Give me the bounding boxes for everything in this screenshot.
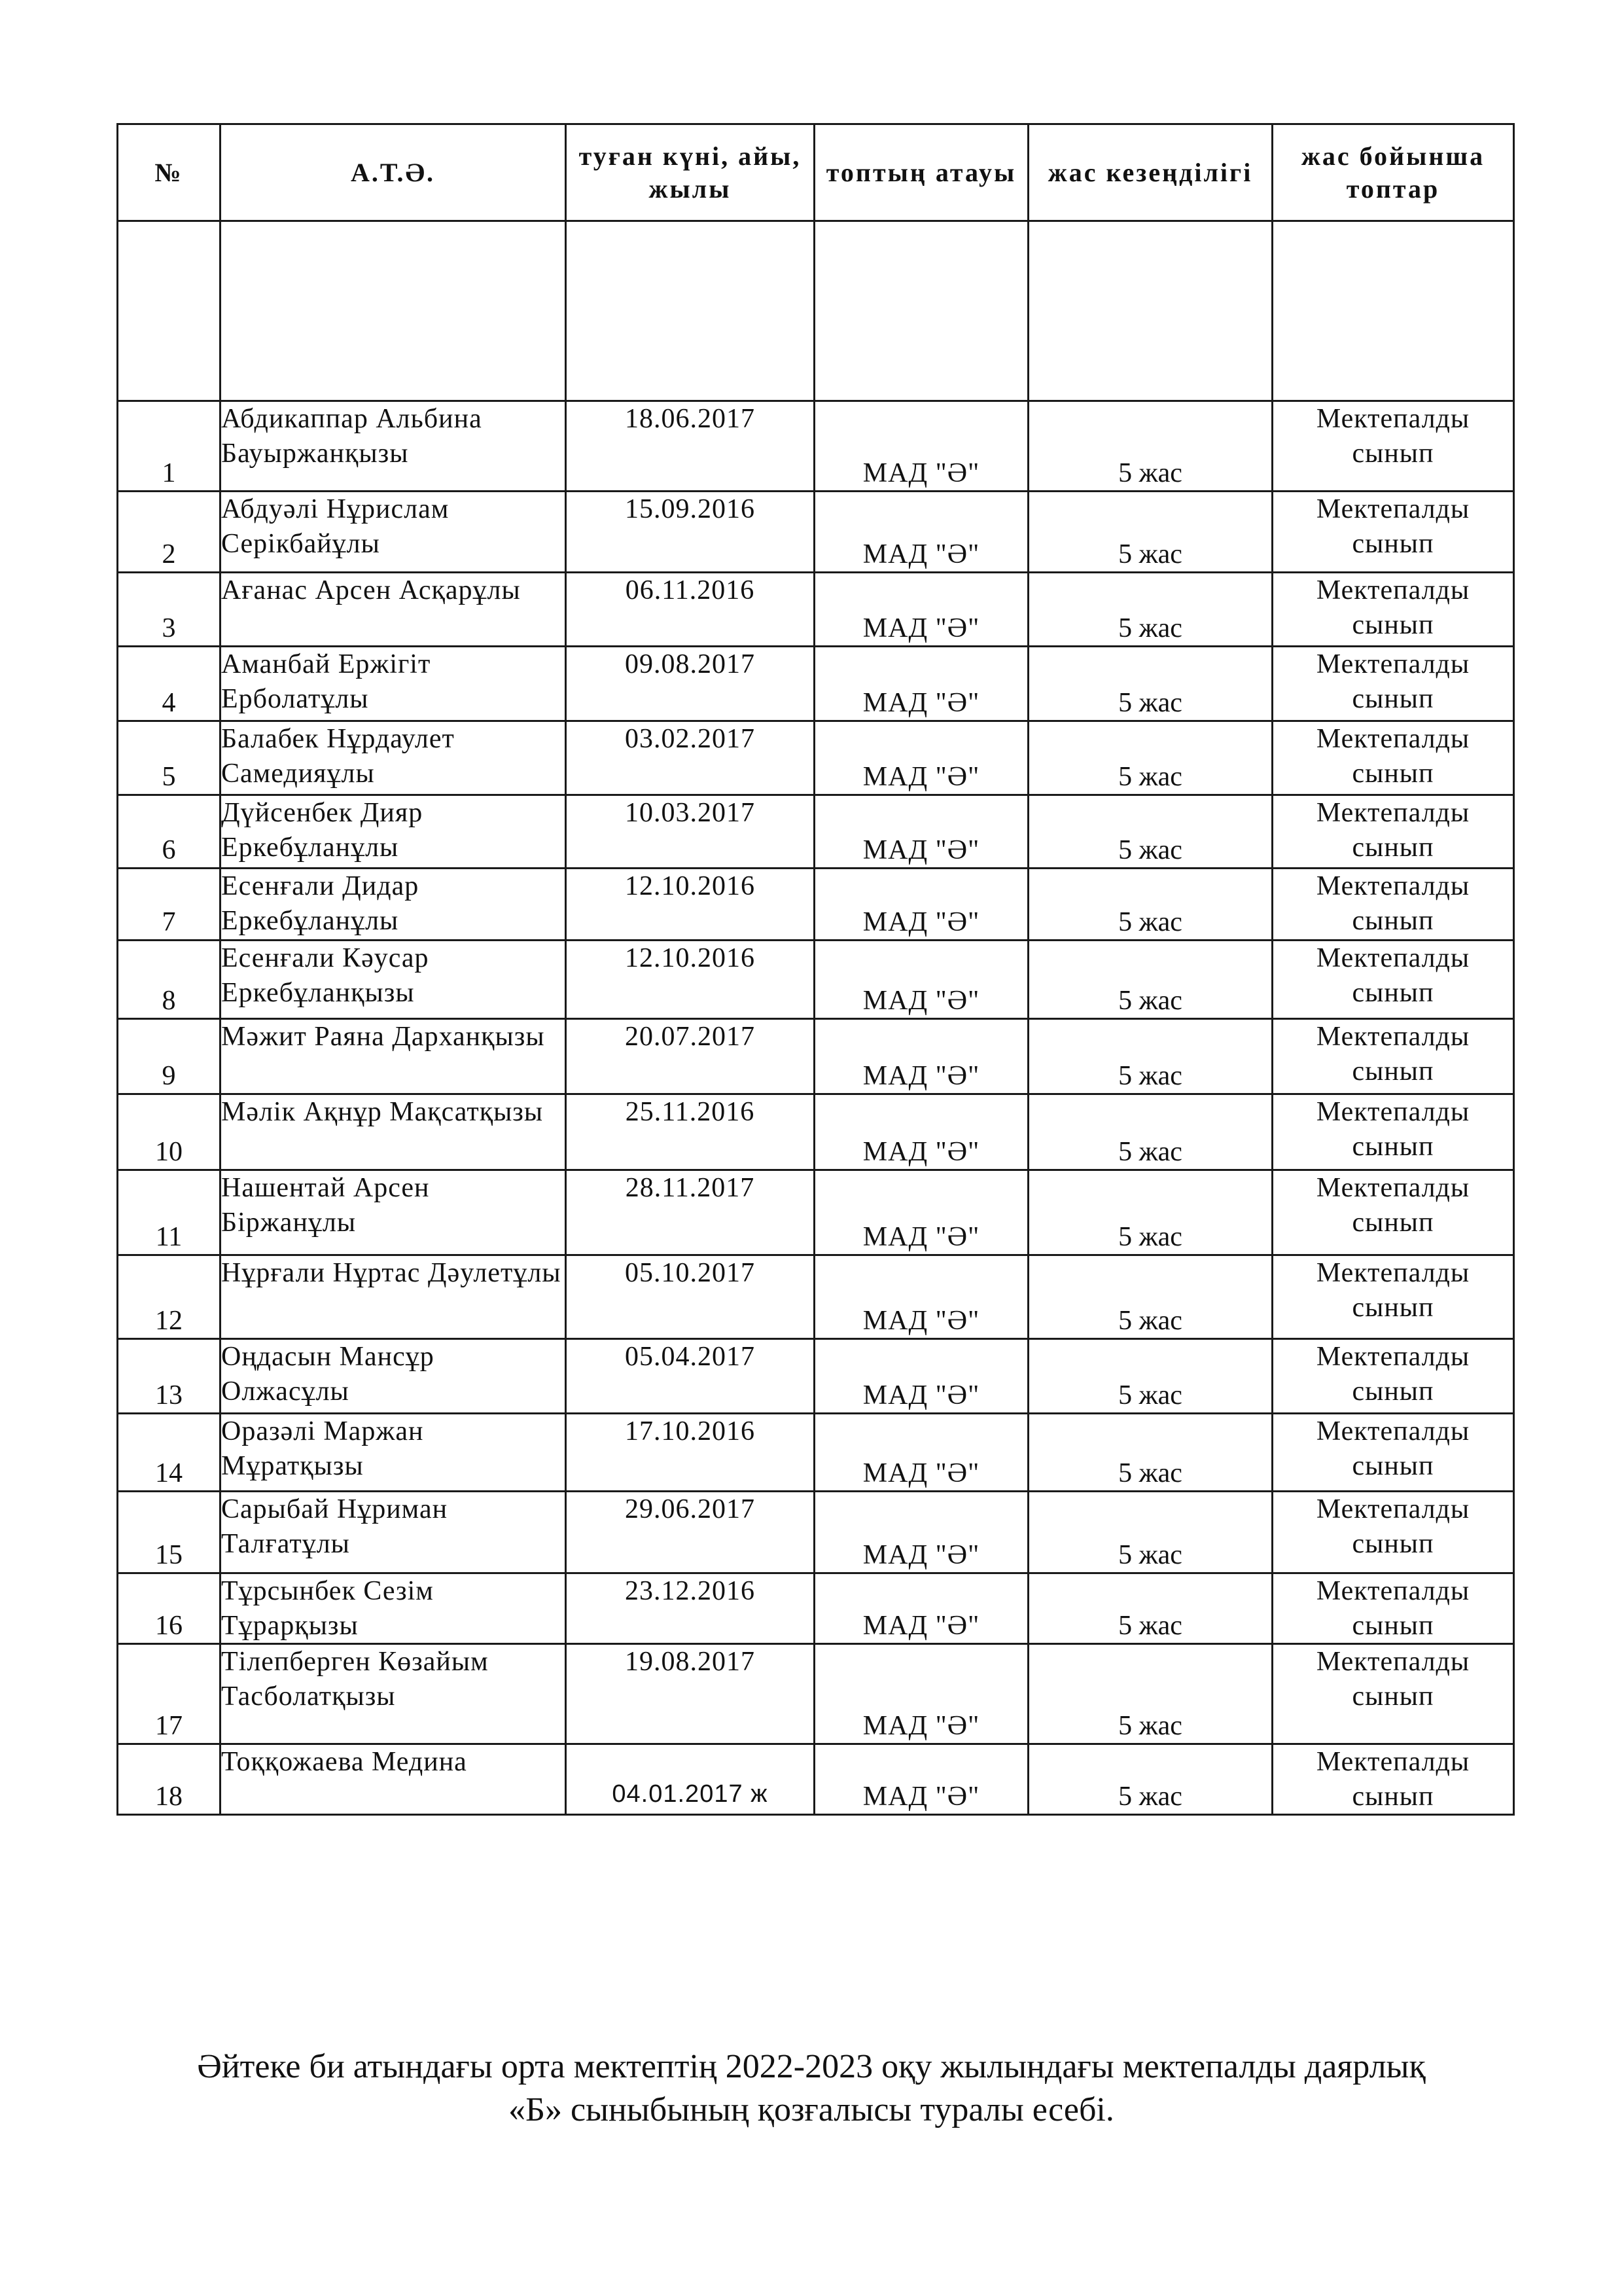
row-number: 12 bbox=[118, 1255, 221, 1339]
header-row bbox=[118, 124, 1514, 221]
student-name: Нұрғали Нұртас Дәулетұлы bbox=[221, 1255, 566, 1339]
student-name: Мәжит Раяна Дарханқызы bbox=[221, 1019, 566, 1094]
student-name: Тілепберген Көзайым Тасболатқызы bbox=[221, 1644, 566, 1744]
student-name: Тоққожаева Медина bbox=[221, 1744, 566, 1815]
row-number: 11 bbox=[118, 1170, 221, 1255]
table-row bbox=[118, 941, 1514, 1019]
age-group-category: Мектепалды сынып bbox=[1273, 1339, 1514, 1414]
age-period: 5 жас bbox=[1029, 721, 1273, 795]
group-name: МАД "Ә" bbox=[815, 1170, 1029, 1255]
age-period: 5 жас bbox=[1029, 1094, 1273, 1170]
row-number: 10 bbox=[118, 1094, 221, 1170]
age-group-category: Мектепалды сынып bbox=[1273, 1492, 1514, 1573]
table-row bbox=[118, 1170, 1514, 1255]
caption-line-1: Әйтеке би атындағы орта мектептің 2022-2023 оқу жылындағы мектепалды даярлық bbox=[197, 2048, 1426, 2085]
row-number: 3 bbox=[118, 573, 221, 647]
row-number: 14 bbox=[118, 1414, 221, 1492]
birth-date: 20.07.2017 bbox=[566, 1019, 815, 1094]
group-name: МАД "Ә" bbox=[815, 1744, 1029, 1815]
header-birth-date: туған күні, айы, жылы bbox=[566, 124, 815, 221]
row-number: 18 bbox=[118, 1744, 221, 1815]
age-group-category: Мектепалды сынып bbox=[1273, 941, 1514, 1019]
group-name: МАД "Ә" bbox=[815, 647, 1029, 721]
table-row bbox=[118, 1744, 1514, 1815]
header-full-name: А.Т.Ә. bbox=[221, 124, 566, 221]
group-name: МАД "Ә" bbox=[815, 1255, 1029, 1339]
age-group-category: Мектепалды сынып bbox=[1273, 647, 1514, 721]
age-period: 5 жас bbox=[1029, 1255, 1273, 1339]
age-period: 5 жас bbox=[1029, 1744, 1273, 1815]
table-row bbox=[118, 1492, 1514, 1573]
age-group-category: Мектепалды сынып bbox=[1273, 401, 1514, 492]
student-name: Тұрсынбек Сезім Тұрарқызы bbox=[221, 1573, 566, 1644]
table-row bbox=[118, 869, 1514, 941]
age-group-category: Мектепалды сынып bbox=[1273, 573, 1514, 647]
student-name: Есенғали Дидар Еркебұланұлы bbox=[221, 869, 566, 941]
table-row bbox=[118, 795, 1514, 869]
birth-date: 05.04.2017 bbox=[566, 1339, 815, 1414]
student-name: Мәлік Ақнұр Мақсатқызы bbox=[221, 1094, 566, 1170]
blank-cell bbox=[815, 221, 1029, 401]
age-period: 5 жас bbox=[1029, 573, 1273, 647]
group-name: МАД "Ә" bbox=[815, 401, 1029, 492]
birth-date: 12.10.2016 bbox=[566, 941, 815, 1019]
age-group-category: Мектепалды сынып bbox=[1273, 1019, 1514, 1094]
table-row bbox=[118, 1019, 1514, 1094]
student-name: Ағанас Арсен Асқарұлы bbox=[221, 573, 566, 647]
birth-date: 25.11.2016 bbox=[566, 1094, 815, 1170]
birth-date: 06.11.2016 bbox=[566, 573, 815, 647]
blank-cell bbox=[1029, 221, 1273, 401]
birth-date: 28.11.2017 bbox=[566, 1170, 815, 1255]
header-age-period: жас кезеңділігі bbox=[1029, 124, 1273, 221]
row-number: 8 bbox=[118, 941, 221, 1019]
table-row bbox=[118, 492, 1514, 573]
row-number: 17 bbox=[118, 1644, 221, 1744]
age-period: 5 жас bbox=[1029, 795, 1273, 869]
age-period: 5 жас bbox=[1029, 647, 1273, 721]
group-name: МАД "Ә" bbox=[815, 573, 1029, 647]
birth-date: 23.12.2016 bbox=[566, 1573, 815, 1644]
birth-date: 04.01.2017 ж bbox=[566, 1744, 815, 1815]
blank-cell bbox=[118, 221, 221, 401]
age-group-category: Мектепалды сынып bbox=[1273, 795, 1514, 869]
blank-row bbox=[118, 221, 1514, 401]
birth-date: 03.02.2017 bbox=[566, 721, 815, 795]
age-group-category: Мектепалды сынып bbox=[1273, 1255, 1514, 1339]
age-period: 5 жас bbox=[1029, 1339, 1273, 1414]
student-name: Оңдасын Мансұр Олжасұлы bbox=[221, 1339, 566, 1414]
birth-date: 12.10.2016 bbox=[566, 869, 815, 941]
group-name: МАД "Ә" bbox=[815, 721, 1029, 795]
birth-date: 15.09.2016 bbox=[566, 492, 815, 573]
row-number: 15 bbox=[118, 1492, 221, 1573]
age-group-category: Мектепалды сынып bbox=[1273, 1644, 1514, 1744]
age-period: 5 жас bbox=[1029, 869, 1273, 941]
student-name: Аманбай Ержігіт Ерболатұлы bbox=[221, 647, 566, 721]
row-number: 1 bbox=[118, 401, 221, 492]
age-group-category: Мектепалды сынып bbox=[1273, 1414, 1514, 1492]
student-name: Сарыбай Нұриман Талғатұлы bbox=[221, 1492, 566, 1573]
header-number: № bbox=[118, 124, 221, 221]
age-group-category: Мектепалды сынып bbox=[1273, 1573, 1514, 1644]
group-name: МАД "Ә" bbox=[815, 795, 1029, 869]
group-name: МАД "Ә" bbox=[815, 1414, 1029, 1492]
age-period: 5 жас bbox=[1029, 1573, 1273, 1644]
age-period: 5 жас bbox=[1029, 1170, 1273, 1255]
row-number: 16 bbox=[118, 1573, 221, 1644]
student-name: Абдикаппар Альбина Бауыржанқызы bbox=[221, 401, 566, 492]
table-row bbox=[118, 1255, 1514, 1339]
birth-date: 17.10.2016 bbox=[566, 1414, 815, 1492]
table-row bbox=[118, 573, 1514, 647]
group-name: МАД "Ә" bbox=[815, 1339, 1029, 1414]
blank-cell bbox=[566, 221, 815, 401]
student-name: Есенғали Кәусар Еркебұланқызы bbox=[221, 941, 566, 1019]
row-number: 5 bbox=[118, 721, 221, 795]
blank-cell bbox=[1273, 221, 1514, 401]
group-name: МАД "Ә" bbox=[815, 1644, 1029, 1744]
birth-date: 29.06.2017 bbox=[566, 1492, 815, 1573]
header-group-name: топтың атауы bbox=[815, 124, 1029, 221]
row-number: 13 bbox=[118, 1339, 221, 1414]
student-roster-table bbox=[116, 123, 1515, 1816]
age-period: 5 жас bbox=[1029, 941, 1273, 1019]
row-number: 4 bbox=[118, 647, 221, 721]
group-name: МАД "Ә" bbox=[815, 1573, 1029, 1644]
age-group-category: Мектепалды сынып bbox=[1273, 721, 1514, 795]
table-row bbox=[118, 1414, 1514, 1492]
birth-date: 18.06.2017 bbox=[566, 401, 815, 492]
group-name: МАД "Ә" bbox=[815, 869, 1029, 941]
birth-date: 05.10.2017 bbox=[566, 1255, 815, 1339]
group-name: МАД "Ә" bbox=[815, 941, 1029, 1019]
table-row bbox=[118, 1573, 1514, 1644]
student-name: Дүйсенбек Дияр Еркебұланұлы bbox=[221, 795, 566, 869]
header-age-groups: жас бойынша топтар bbox=[1273, 124, 1514, 221]
table-row bbox=[118, 1094, 1514, 1170]
student-name: Нашентай Арсен Біржанұлы bbox=[221, 1170, 566, 1255]
table-row bbox=[118, 1644, 1514, 1744]
student-name: Абдуәлі Нұрислам Серікбайұлы bbox=[221, 492, 566, 573]
group-name: МАД "Ә" bbox=[815, 492, 1029, 573]
report-caption bbox=[105, 2045, 1518, 2132]
row-number: 7 bbox=[118, 869, 221, 941]
blank-cell bbox=[221, 221, 566, 401]
table-row bbox=[118, 721, 1514, 795]
age-group-category: Мектепалды сынып bbox=[1273, 869, 1514, 941]
birth-date: 09.08.2017 bbox=[566, 647, 815, 721]
age-period: 5 жас bbox=[1029, 492, 1273, 573]
group-name: МАД "Ә" bbox=[815, 1094, 1029, 1170]
age-group-category: Мектепалды сынып bbox=[1273, 1744, 1514, 1815]
table-row bbox=[118, 647, 1514, 721]
student-name: Балабек Нұрдаулет Самедияұлы bbox=[221, 721, 566, 795]
age-period: 5 жас bbox=[1029, 1644, 1273, 1744]
row-number: 9 bbox=[118, 1019, 221, 1094]
birth-date: 19.08.2017 bbox=[566, 1644, 815, 1744]
table-row bbox=[118, 401, 1514, 492]
group-name: МАД "Ә" bbox=[815, 1019, 1029, 1094]
age-period: 5 жас bbox=[1029, 401, 1273, 492]
age-period: 5 жас bbox=[1029, 1414, 1273, 1492]
age-group-category: Мектепалды сынып bbox=[1273, 492, 1514, 573]
caption-line-2: «Б» сыныбының қозғалысы туралы есебі. bbox=[508, 2091, 1114, 2128]
age-group-category: Мектепалды сынып bbox=[1273, 1094, 1514, 1170]
age-period: 5 жас bbox=[1029, 1019, 1273, 1094]
student-name: Оразәлі Маржан Мұратқызы bbox=[221, 1414, 566, 1492]
group-name: МАД "Ә" bbox=[815, 1492, 1029, 1573]
table-row bbox=[118, 1339, 1514, 1414]
age-period: 5 жас bbox=[1029, 1492, 1273, 1573]
row-number: 6 bbox=[118, 795, 221, 869]
age-group-category: Мектепалды сынып bbox=[1273, 1170, 1514, 1255]
birth-date: 10.03.2017 bbox=[566, 795, 815, 869]
row-number: 2 bbox=[118, 492, 221, 573]
